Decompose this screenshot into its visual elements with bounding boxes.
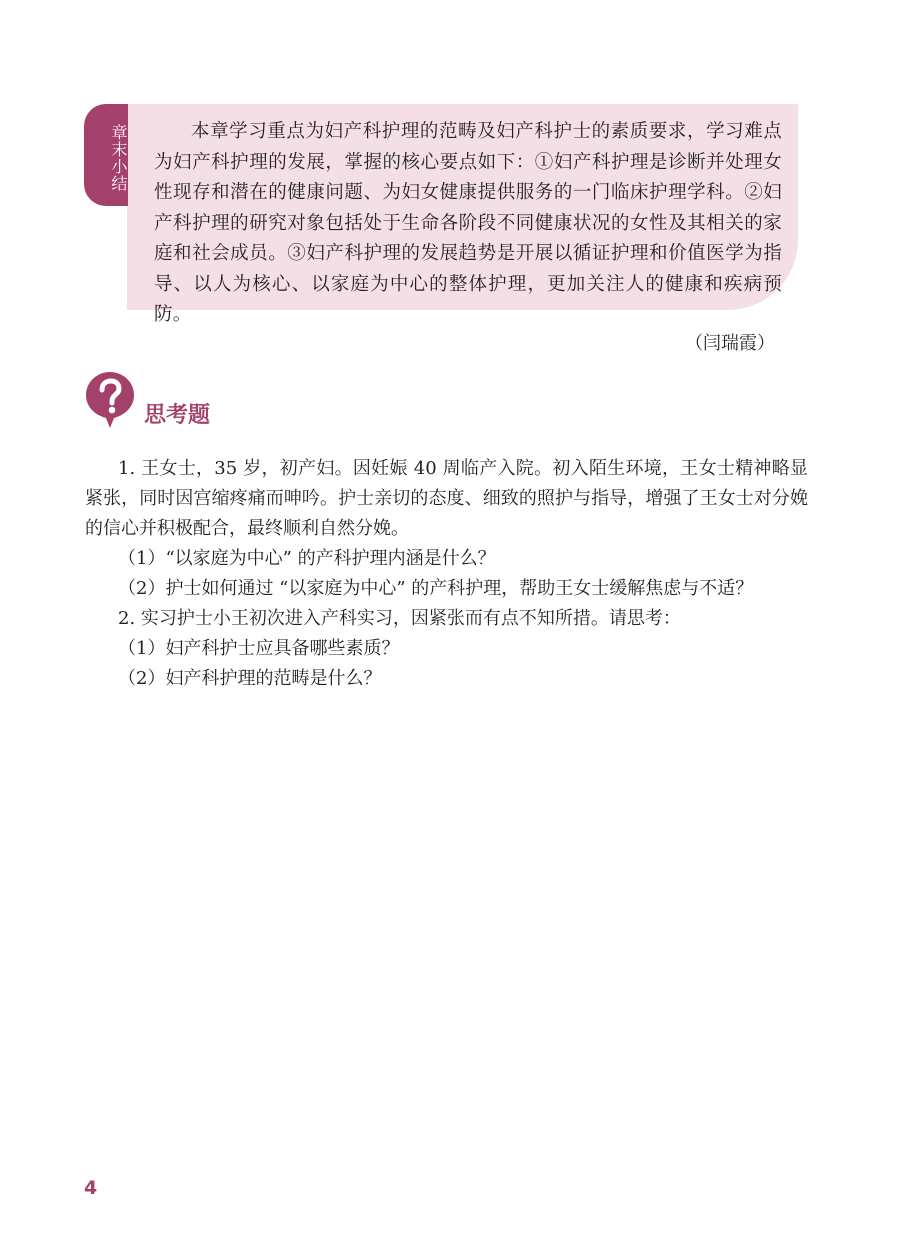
question-mark-icon [84,370,136,430]
question-1-sub-1: （1）“以家庭为中心” 的产科护理内涵是什么？ [118,548,496,569]
author: （闫瑞霞） [685,333,775,354]
question-2-sub-2: （2）妇产科护理的范畴是什么？ [118,668,382,689]
summary-text: 本章学习重点为妇产科护理的范畴及妇产科护士的素质要求，学习难点为妇产科护理的发展，掌握的核心要点如下：①妇产科护理是诊断并处理女性现存和潜在的健康问题、为妇女健康提供服务的一门临床护理学科。②妇产科护理的研究对象包括处于生命各阶段不同健康状况的女性及其相关的家庭和社会成员。③妇产科护理的发展趋势是开展以循证护理和价值医学为指导、以人为核心、以家庭为中心的整体护理，更加关注人的健康和疾病预防。 [154,121,782,325]
question-2-sub-1: （1）妇产科护士应具备哪些素质？ [118,638,400,659]
page-number: 4 [84,1177,98,1199]
summary-tab [84,104,128,206]
section-title: 思考题 [144,403,211,428]
question-1-sub-2: （2）护士如何通过 “以家庭为中心” 的产科护理，帮助王女士缓解焦虑与不适？ [118,578,754,599]
question-1: 1. 王女士，35 岁，初产妇。因妊娠 40 周临产入院。初入陌生环境，王女士精神略显紧张，同时因宫缩疼痛而呻吟。护士亲切的态度、细致的照护与指导，增强了王女士对分娩的信心并积极配合，最终顺利自然分娩。 [85,458,808,539]
summary-tab-label: 章末小结 [109,124,128,192]
question-2: 2. 实习护士小王初次进入产科实习，因紧张而有点不知所措。请思考： [118,608,681,629]
questions-block [85,454,808,694]
